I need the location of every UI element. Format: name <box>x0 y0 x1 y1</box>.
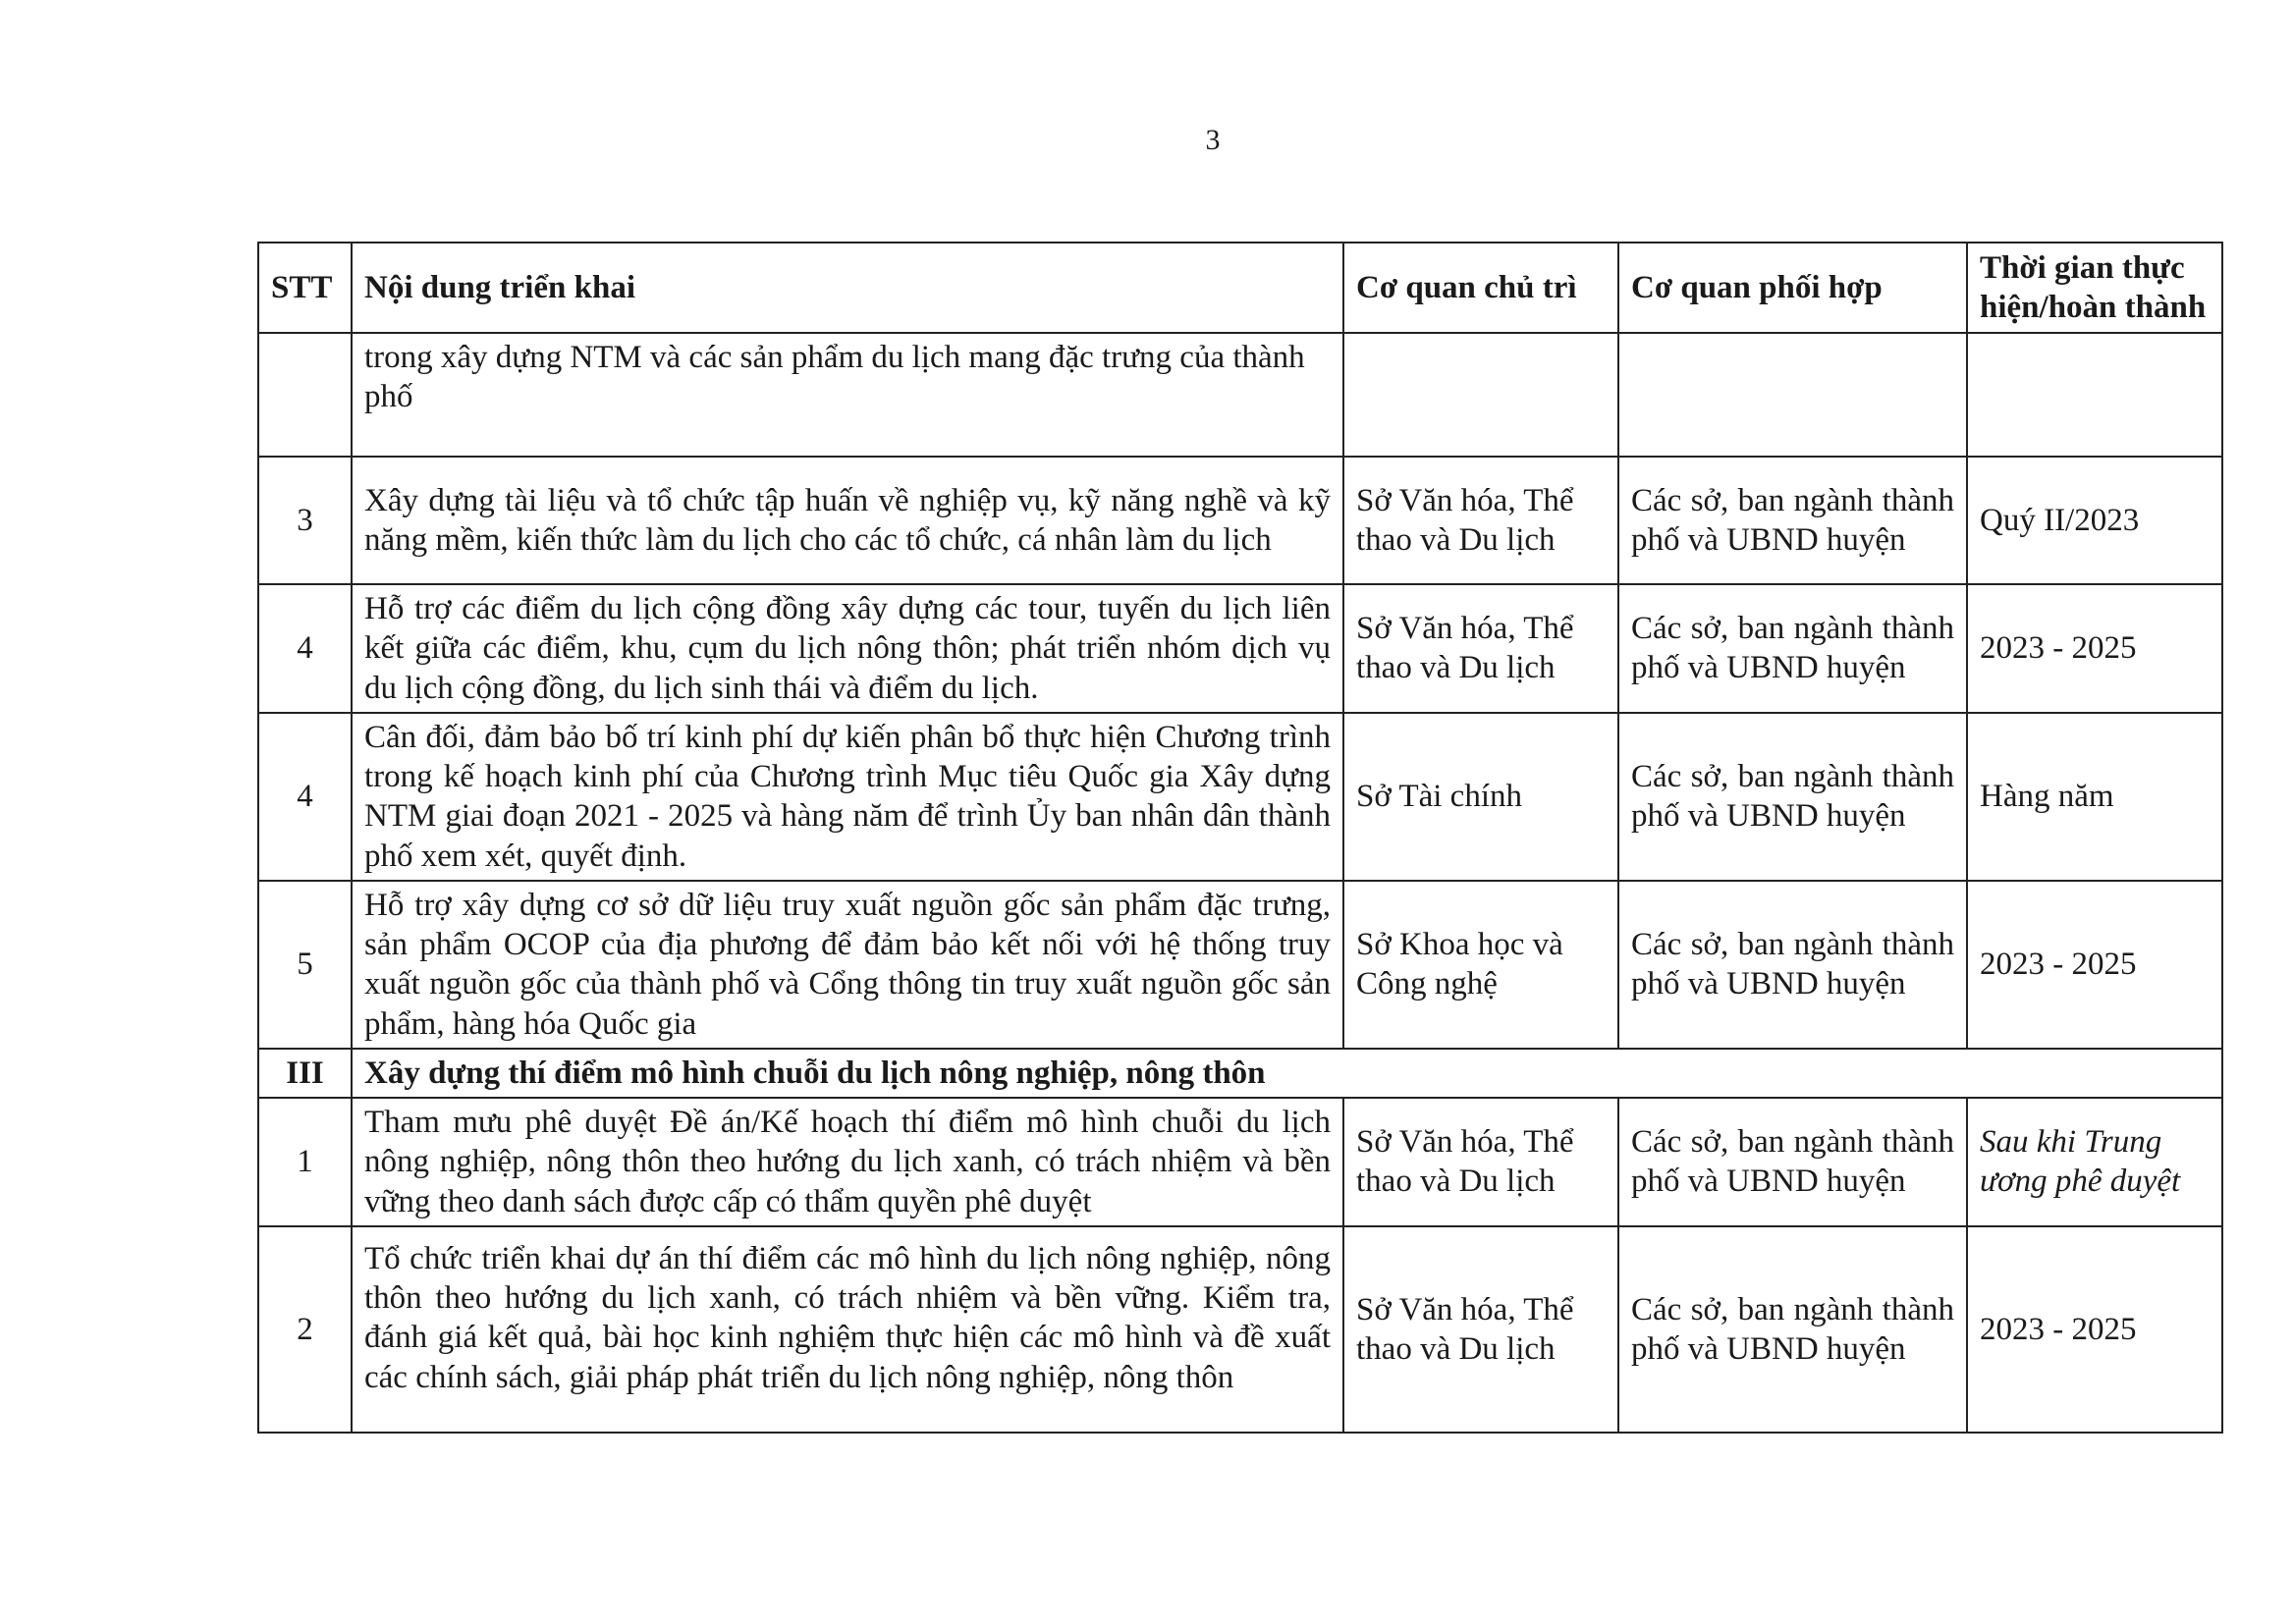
table-row <box>258 881 2222 1049</box>
row-time: 2023 - 2025 <box>1967 1226 2222 1433</box>
row-stt: 1 <box>258 1098 352 1226</box>
row-content: Hỗ trợ các điểm du lịch cộng đồng xây dựng các tour, tuyến du lịch liên kết giữa các điểm, khu, cụm du lịch nông thôn; phát triển nhóm dịch vụ du lịch cộng đồng, du lịch sinh thái và điểm du lịch. <box>352 584 1343 713</box>
row-content: Hỗ trợ xây dựng cơ sở dữ liệu truy xuất nguồn gốc sản phẩm đặc trưng, sản phẩm OCOP của địa phương để đảm bảo kết nối với hệ thống truy xuất nguồn gốc của thành phố và Cổng thông tin truy xuất nguồn gốc sản phẩm, hàng hóa Quốc gia <box>352 881 1343 1049</box>
row-time: Quý II/2023 <box>1967 457 2222 584</box>
page-number: 3 <box>1205 124 1221 156</box>
row-time: 2023 - 2025 <box>1967 584 2222 713</box>
implementation-table <box>257 242 2223 1434</box>
row-content: trong xây dựng NTM và các sản phẩm du lịch mang đặc trưng của thành phố <box>352 333 1343 457</box>
row-coordinating-agency: Các sở, ban ngành thành phố và UBND huyện <box>1618 1226 1967 1433</box>
row-content: Cân đối, đảm bảo bố trí kinh phí dự kiến phân bổ thực hiện Chương trình trong kế hoạch kinh phí của Chương trình Mục tiêu Quốc gia Xây dựng NTM giai đoạn 2021 - 2025 và hàng năm để trình Ủy ban nhân dân thành phố xem xét, quyết định. <box>352 713 1343 881</box>
row-lead-agency: Sở Văn hóa, Thể thao và Du lịch <box>1343 1098 1618 1226</box>
table-row <box>258 1226 2222 1433</box>
table-row <box>258 1098 2222 1226</box>
section-row <box>258 1049 2222 1098</box>
row-stt: 4 <box>258 584 352 713</box>
row-content: Tổ chức triển khai dự án thí điểm các mô hình du lịch nông nghiệp, nông thôn theo hướng du lịch xanh, có trách nhiệm và bền vững. Kiểm tra, đánh giá kết quả, bài học kinh nghiệm thực hiện các mô hình và đề xuất các chính sách, giải pháp phát triển du lịch nông nghiệp, nông thôn <box>352 1226 1343 1433</box>
row-lead-agency: Sở Văn hóa, Thể thao và Du lịch <box>1343 457 1618 584</box>
row-time: Hàng năm <box>1967 713 2222 881</box>
row-lead-agency <box>1343 333 1618 457</box>
section-title: Xây dựng thí điểm mô hình chuỗi du lịch nông nghiệp, nông thôn <box>352 1049 2222 1098</box>
header-stt: STT <box>258 243 352 333</box>
header-time: Thời gian thực hiện/hoàn thành <box>1967 243 2222 333</box>
row-stt: 3 <box>258 457 352 584</box>
row-content: Tham mưu phê duyệt Đề án/Kế hoạch thí điểm mô hình chuỗi du lịch nông nghiệp, nông thôn theo hướng du lịch xanh, có trách nhiệm và bền vững theo danh sách được cấp có thẩm quyền phê duyệt <box>352 1098 1343 1226</box>
table-row <box>258 713 2222 881</box>
row-lead-agency: Sở Tài chính <box>1343 713 1618 881</box>
row-time: 2023 - 2025 <box>1967 881 2222 1049</box>
row-stt: 5 <box>258 881 352 1049</box>
row-coordinating-agency <box>1618 333 1967 457</box>
header-lead-agency: Cơ quan chủ trì <box>1343 243 1618 333</box>
row-coordinating-agency: Các sở, ban ngành thành phố và UBND huyện <box>1618 713 1967 881</box>
row-lead-agency: Sở Văn hóa, Thể thao và Du lịch <box>1343 584 1618 713</box>
row-lead-agency: Sở Khoa học và Công nghệ <box>1343 881 1618 1049</box>
row-stt <box>258 333 352 457</box>
row-coordinating-agency: Các sở, ban ngành thành phố và UBND huyện <box>1618 584 1967 713</box>
row-coordinating-agency: Các sở, ban ngành thành phố và UBND huyện <box>1618 1098 1967 1226</box>
table-row <box>258 584 2222 713</box>
header-coordinating-agency: Cơ quan phối hợp <box>1618 243 1967 333</box>
section-number: III <box>258 1049 352 1098</box>
table-header-row <box>258 243 2222 333</box>
table-row <box>258 457 2222 584</box>
header-content: Nội dung triển khai <box>352 243 1343 333</box>
row-stt: 4 <box>258 713 352 881</box>
row-time <box>1967 333 2222 457</box>
row-time: Sau khi Trung ương phê duyệt <box>1967 1098 2222 1226</box>
row-content: Xây dựng tài liệu và tổ chức tập huấn về nghiệp vụ, kỹ năng nghề và kỹ năng mềm, kiến thức làm du lịch cho các tổ chức, cá nhân làm du lịch <box>352 457 1343 584</box>
row-lead-agency: Sở Văn hóa, Thể thao và Du lịch <box>1343 1226 1618 1433</box>
row-coordinating-agency: Các sở, ban ngành thành phố và UBND huyện <box>1618 457 1967 584</box>
row-coordinating-agency: Các sở, ban ngành thành phố và UBND huyện <box>1618 881 1967 1049</box>
row-stt: 2 <box>258 1226 352 1433</box>
table-row <box>258 333 2222 457</box>
